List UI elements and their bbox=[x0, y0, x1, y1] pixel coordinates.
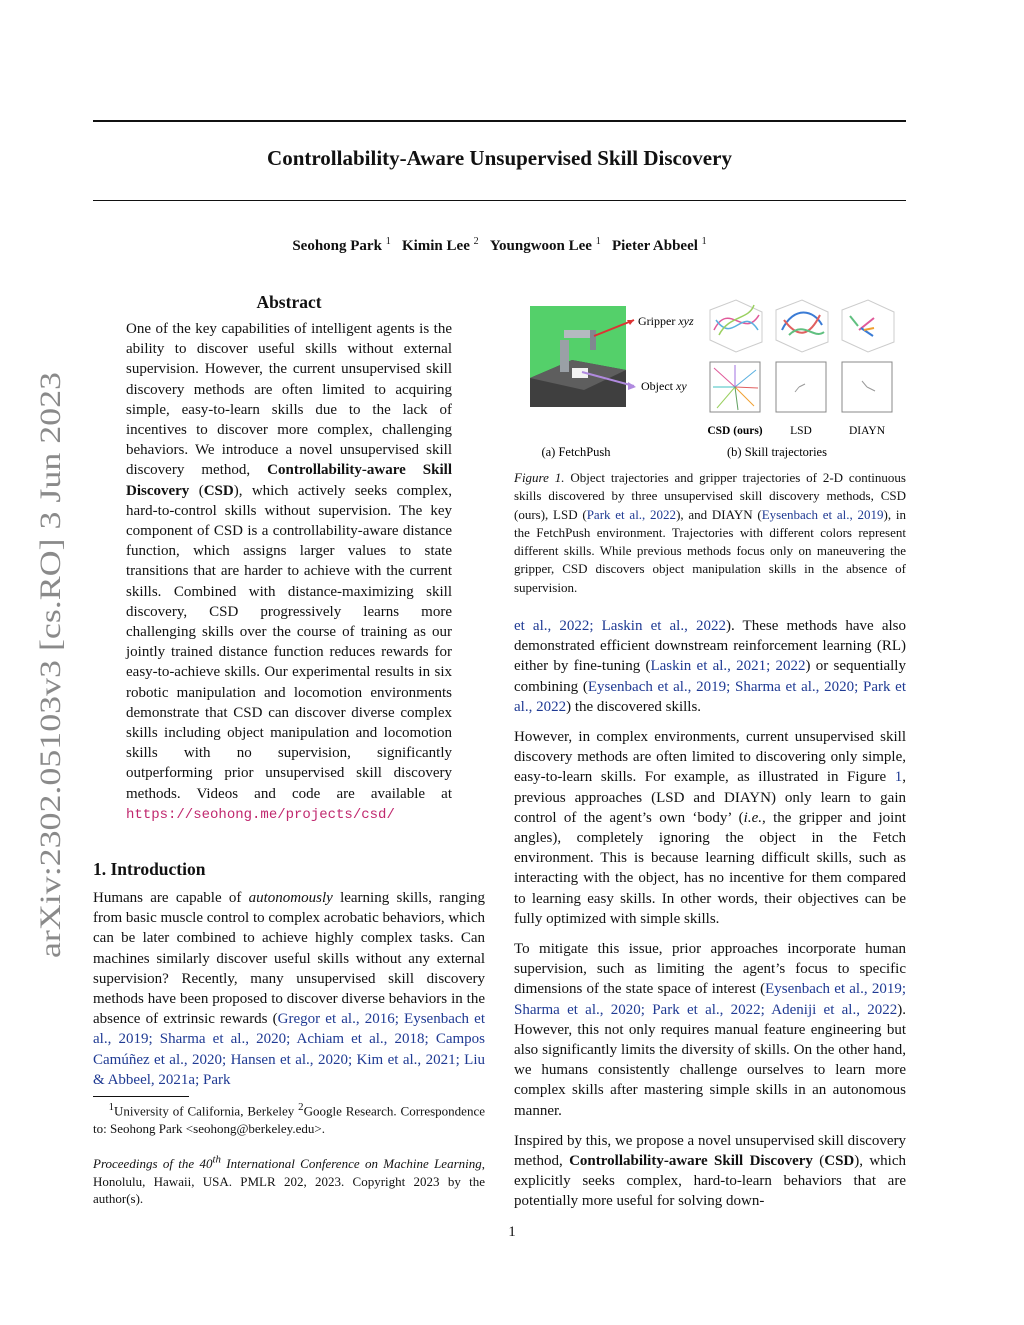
intro-text-cont: learning skills, ranging from basic muscle control to complex acrobatic behaviors, which can be later combined to achieve highly complex tasks. Can machines similarly discover useful skills without any external supervision? Recently, many unsupervised skill discovery methods have been proposed to discover diverse behaviors in the absence of extrinsic rewards ( bbox=[93, 890, 485, 1028]
object-arrowhead bbox=[628, 382, 636, 390]
body-text: ), which explicitly seeks complex, hard-to-learn behaviors that are potentially more useful for solving down- bbox=[514, 1153, 906, 1210]
caption-text-end: ), in the FetchPush environment. Trajectories with different colors represent different skills. While previous methods focus only on maneuvering the gripper, CSD discovers object manipulation skills in the absence of supervision. bbox=[514, 506, 906, 595]
gripper-plot-lsd bbox=[776, 300, 828, 352]
intro-text: Humans are capable of bbox=[93, 890, 249, 906]
body-text: However, in complex environments, current unsupervised skill discovery methods are often limited to discovering only simple, easy-to-learn skills. For example, as illustrated in Figure bbox=[514, 729, 906, 786]
intro-citations[interactable]: Gregor et al., 2016; Eysenbach et al., 2019; Sharma et al., 2020; Achiam et al., 2018; Campos Camúñez et al., 2020; Hansen et al., 2020; Kim et al., 2021; Liu & Abbeel, 2021a; Park bbox=[93, 1011, 485, 1088]
gripper-plot-diayn bbox=[842, 300, 894, 352]
arxiv-stamp-svg bbox=[22, 370, 72, 960]
body-text: Inspired by this, we propose a novel unsupervised skill discovery method, bbox=[514, 1132, 906, 1170]
gripper-plot-csd bbox=[710, 300, 762, 352]
body-paragraph bbox=[514, 939, 906, 1121]
title-rule-bottom bbox=[93, 200, 906, 201]
figure-1-graphic bbox=[514, 290, 906, 465]
footnote-mark: 2 bbox=[298, 1101, 304, 1113]
body-text: ). However, this not only requires manual feature engineering but also significantly limits the diversity of skills. On the other hand, we humans consistently challenge ourselves to learn more complex skills after mastering simple skills in an autonomous manner. bbox=[514, 1001, 906, 1119]
caption-citation[interactable]: Park et al., 2022 bbox=[586, 506, 677, 522]
subcaption-b: (b) Skill trajectories bbox=[727, 445, 827, 459]
author-list bbox=[93, 236, 906, 255]
method-name: Controllability-aware Skill Discovery bbox=[126, 462, 452, 499]
figure-1-caption bbox=[514, 469, 906, 597]
proceedings-copyright: , Honolulu, Hawaii, USA. PMLR 202, 2023. Copyright 2023 by the author(s). bbox=[93, 1156, 485, 1207]
figure-reference[interactable]: 1 bbox=[894, 769, 903, 786]
arxiv-id-text: arXiv:2302.05103v3 [cs.RO] 3 Jun 2023 bbox=[34, 468, 67, 958]
body-text: ). These methods have also demonstrated efficient downstream reinforcement learning (RL) either by fine-tuning ( bbox=[514, 618, 906, 675]
robot-arm-base bbox=[560, 340, 569, 372]
author-name: Seohong Park bbox=[292, 238, 382, 254]
footnote-text: University of California, Berkeley bbox=[114, 1103, 299, 1119]
body-text: , previous approaches (LSD and DIAYN) only learn to gain control of the agent’s own ‘body’ ( bbox=[514, 769, 906, 826]
intro-emphasis: autonomously bbox=[248, 890, 333, 906]
method-label-diayn: DIAYN bbox=[849, 425, 885, 437]
caption-label: Figure 1. bbox=[514, 470, 565, 485]
author-name: Kimin Lee bbox=[401, 238, 470, 254]
body-bold: Controllability-aware Skill Discovery bbox=[569, 1153, 813, 1170]
paper-title: Controllability-Aware Unsupervised Skill Discovery bbox=[267, 146, 732, 170]
proceedings-ordinal: 40 bbox=[199, 1156, 213, 1172]
object-plot-diayn bbox=[842, 362, 892, 412]
footnote-text-cont: Google Research. Correspondence to: Seohong Park <seohong@berkeley.edu>. bbox=[93, 1103, 485, 1136]
robot-arm-link bbox=[564, 330, 592, 338]
proceedings-note bbox=[93, 1152, 485, 1208]
body-emphasis: i.e. bbox=[743, 809, 762, 826]
method-label-csd: CSD (ours) bbox=[707, 425, 763, 437]
gripper-label: Gripper xyz bbox=[638, 314, 694, 328]
abstract-text: One of the key capabilities of intelligent agents is the ability to discover useful skills without external supervision. However, the current unsupervised skill discovery methods are often limited to acquiring simple, easy-to-learn skills due to the lack of incentives to discover more complex, challenging behaviors. We introduce a novel unsupervised skill discovery method, bbox=[126, 321, 452, 479]
arxiv-stamp bbox=[22, 370, 72, 960]
body-citation[interactable]: Eysenbach et al., 2019; Sharma et al., 2020; Park et al., 2022 bbox=[514, 678, 907, 715]
page-number: 1 bbox=[508, 1224, 516, 1240]
footnote-rule bbox=[93, 1096, 189, 1097]
author-affiliation: 1 bbox=[701, 236, 707, 247]
body-paragraph bbox=[514, 1131, 906, 1212]
body-citation[interactable]: et al., 2022; Laskin et al., 2022 bbox=[514, 618, 726, 634]
method-abbr: CSD bbox=[203, 482, 234, 499]
author-affiliation: 1 bbox=[595, 236, 601, 247]
proceedings-ordinal-suffix: th bbox=[212, 1154, 221, 1166]
body-paragraph bbox=[514, 727, 906, 929]
object-plot-lsd bbox=[776, 362, 826, 412]
project-url-link[interactable]: https://seohong.me/projects/csd/ bbox=[126, 806, 395, 823]
abstract-heading: Abstract bbox=[256, 292, 322, 312]
section-heading-introduction: 1. Introduction bbox=[93, 859, 206, 879]
abstract-text-cont: ), which actively seeks complex, hard-to-control skills without supervision. The key component of CSD is a controllability-aware distance function, which assigns larger values to state transitions that are harder to achieve with the current skills. Combined with distance-maximizing skill discovery, CSD progressively learns more challenging skills over the course of training as our jointly trained distance function reduces rewards for easy-to-achieve skills. Our experimental results in six robotic manipulation and locomotion environments demonstrate that CSD can discover diverse complex skills including object manipulation and locomotion skills with no supervision, significantly outperforming prior unsupervised skill discovery methods. Videos and code are available at bbox=[126, 482, 452, 802]
author-name: Pieter Abbeel bbox=[611, 238, 698, 254]
body-text: , the gripper and joint angles), completely ignoring the object in the Fetch environment. This is because learning difficult skills, such as interacting with the object, has no incentive for them compared to learning easy skills. In other words, their objectives can be fully optimized with simple skills. bbox=[514, 809, 906, 927]
author-name: Youngwoon Lee bbox=[489, 238, 592, 254]
caption-text: Object trajectories and gripper trajectories of 2-D continuous skills discovered by three unsupervised skill discovery methods, CSD (ours), LSD ( bbox=[514, 470, 906, 522]
author-affiliation: 2 bbox=[473, 236, 479, 247]
subcaption-a: (a) FetchPush bbox=[541, 445, 611, 459]
right-column-body bbox=[514, 616, 906, 1222]
body-paragraph bbox=[514, 616, 906, 717]
body-text: To mitigate this issue, prior approaches incorporate human supervision, such as limiting the agent’s focus to specific dimensions of the state space of interest ( bbox=[514, 941, 906, 998]
figure-1 bbox=[514, 290, 906, 465]
caption-citation[interactable]: Eysenbach et al., 2019 bbox=[761, 506, 884, 522]
affiliation-footnote bbox=[93, 1099, 485, 1137]
proceedings-text: Proceedings of the bbox=[93, 1156, 200, 1172]
object-label: Object xy bbox=[641, 379, 687, 393]
body-text: ( bbox=[812, 1153, 825, 1170]
proceedings-conference: International Conference on Machine Learning bbox=[220, 1156, 482, 1172]
body-text: ) the discovered skills. bbox=[566, 698, 702, 715]
body-text: ) or sequentially combining ( bbox=[514, 658, 906, 695]
author-affiliation: 1 bbox=[385, 236, 391, 247]
intro-paragraph bbox=[93, 888, 485, 1090]
body-citation[interactable]: Laskin et al., 2021; 2022 bbox=[650, 658, 806, 675]
caption-text-cont: ), and DIAYN ( bbox=[676, 506, 762, 522]
object-plot-csd bbox=[710, 362, 760, 412]
robot-gripper bbox=[590, 330, 596, 350]
body-citation[interactable]: Eysenbach et al., 2019; Sharma et al., 2020; Park et al., 2022; Adeniji et al., 2022 bbox=[514, 981, 906, 1018]
body-bold: CSD bbox=[824, 1153, 855, 1170]
method-label-lsd: LSD bbox=[790, 425, 812, 437]
title-rule-top bbox=[93, 120, 906, 122]
abstract-body: One of the key capabilities of intelligent agents is the ability to discover useful skills without external supervision. However, the current unsupervised skill discovery methods are often limited to acquiring simple, easy-to-learn skills due to the lack of incentives to discover more complex, challenging behaviors. We introduce a novel unsupervised skill discovery method, Controllability-aware Skill Discovery (CSD), which actively seeks complex, hard-to-control skills without supervision. The key component of CSD is a controllability-aware distance function, which assigns larger values to state transitions that are harder to achieve with the current skills. Combined with distance-maximizing skill discovery, CSD progressively learns more challenging skills over the course of training as our jointly trained distance function reduces rewards for easy-to-achieve skills. Our experimental results in six robotic manipulation and locomotion environments demonstrate that CSD can discover diverse complex skills including object manipulation and locomotion skills with no supervision, significantly outperforming prior unsupervised skill discovery methods. Videos and code are available at https://seohong.me/projects/csd/ bbox=[126, 321, 452, 823]
footnote-mark: 1 bbox=[108, 1101, 114, 1113]
